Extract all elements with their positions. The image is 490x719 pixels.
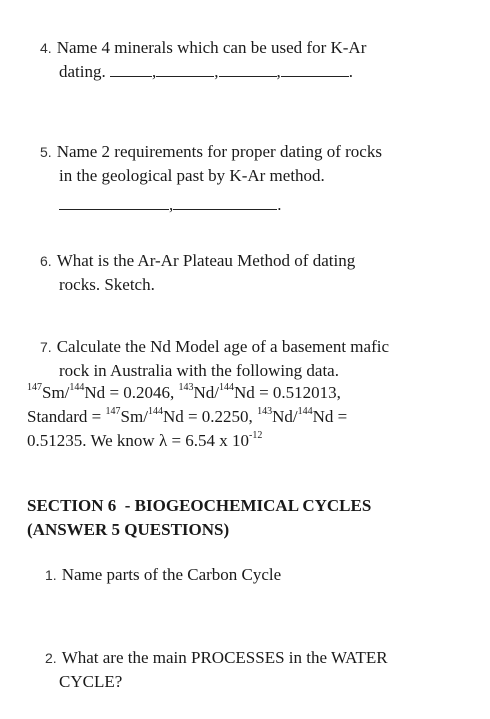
answer-blank-3[interactable]	[219, 62, 277, 77]
section-title: SECTION 6 - BIOGEOCHEMICAL CYCLES	[27, 496, 372, 515]
question-7-data-line-1: $^{147}$Sm/$^{144}$Nd = 0.2046, $^{143}$Nd/$^{144}$Nd = 0.512013,	[27, 382, 341, 402]
question-text: Name parts of the Carbon Cycle	[61, 565, 282, 584]
question-5-line-1	[40, 140, 382, 164]
question-5-line-2	[40, 164, 382, 187]
question-text: What is the Ar-Ar Plateau Method of dating	[56, 251, 356, 270]
question-5-answers: , .	[40, 193, 382, 216]
answer-blank-4[interactable]	[281, 62, 349, 77]
question-4-line-1	[40, 36, 366, 60]
question-4-line-2: dating. , , , .	[59, 62, 353, 81]
question-7-line-1	[40, 335, 389, 359]
question-text: CYCLE?	[59, 672, 123, 691]
question-number: 6.	[40, 253, 52, 269]
question-7-data-line-3: 0.51235. We know λ = 6.54 x $10^{-12}$	[27, 430, 263, 450]
section-question-2-line-1	[45, 646, 388, 670]
section-subtitle: (ANSWER 5 QUESTIONS)	[27, 520, 230, 539]
question-text: rock in Australia with the following data.	[59, 361, 339, 380]
question-4	[40, 36, 366, 83]
question-7	[40, 335, 389, 382]
section-question-2	[45, 646, 388, 693]
answer-blank-2[interactable]	[156, 62, 214, 77]
question-number: 7.	[40, 339, 52, 355]
question-6	[40, 249, 355, 296]
question-text: Name 4 minerals which can be used for K-Ar	[56, 38, 367, 57]
section-heading	[27, 494, 371, 542]
question-text: in the geological past by K-Ar method.	[59, 166, 325, 185]
question-7-data-line-2: Standard = $^{147}$Sm/$^{144}$Nd = 0.2250, $^{143}$Nd/$^{144}$Nd =	[27, 406, 348, 426]
question-text: Name 2 requirements for proper dating of rocks	[56, 142, 382, 161]
answer-blank-2[interactable]	[173, 195, 277, 210]
question-number: 4.	[40, 40, 52, 56]
question-text: dating.	[59, 62, 106, 81]
question-6-line-1	[40, 249, 355, 273]
question-5	[40, 140, 382, 216]
question-text: Calculate the Nd Model age of a basement mafic	[56, 337, 390, 356]
answer-blank-1[interactable]	[110, 62, 152, 77]
section-question-1	[45, 563, 281, 587]
section-question-2-line-2	[45, 670, 388, 693]
question-number: 5.	[40, 144, 52, 160]
question-number: 2.	[45, 650, 57, 666]
question-6-line-2	[40, 273, 355, 296]
answer-blank-1[interactable]	[59, 195, 169, 210]
question-number: 1.	[45, 567, 57, 583]
question-7-line-2	[40, 359, 389, 382]
question-text: rocks. Sketch.	[59, 275, 155, 294]
question-text: What are the main PROCESSES in the WATER	[61, 648, 388, 667]
